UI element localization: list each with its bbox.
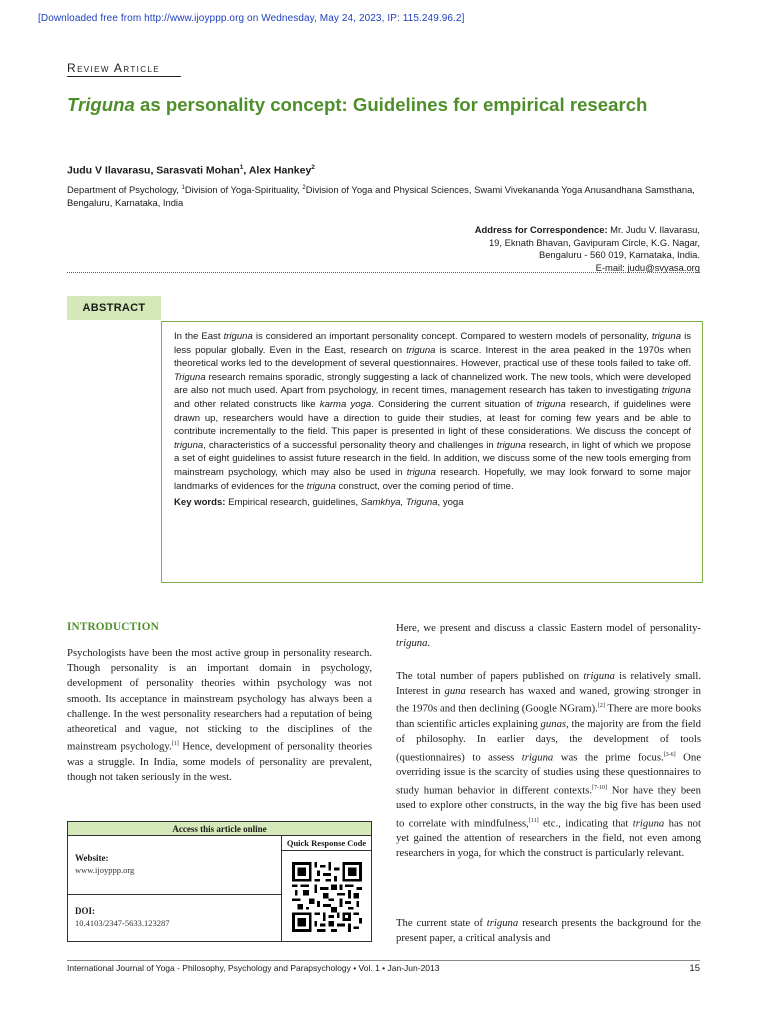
title-italic: Triguna (67, 94, 135, 115)
affiliation-sup: 1 (181, 185, 185, 191)
doi-label: DOI: (75, 906, 95, 916)
author-name: Sarasvati Mohan (156, 164, 240, 177)
affiliation-main: Department of Psychology, (67, 184, 182, 196)
article-type-underline (67, 76, 181, 77)
keywords-end: , yoga (437, 497, 464, 509)
introduction-paragraph: Psychologists have been the most active group in personality research. Though personality is an important domain in psychology, development of personality theories within psychology was not smooth. Its acceptance in mainstream psychology has always been a challenge. In the west personality researchers had a reputation of being atheoretical and vague, not sticking to the disciplines of the mainstream psychology.[1] Hence, development of personality theories was a struggle. In India, some models of personality are prevalent, though not taken seriously in the west. (67, 647, 372, 784)
header-divider (67, 272, 700, 273)
correspondence-line: 19, Eknath Bhavan, Gavipuram Circle, K.G. Nagar, (488, 236, 700, 248)
correspondence-line: Bengaluru - 560 019, Karnataka, India. (538, 249, 700, 261)
affiliation (67, 182, 707, 210)
author-sup: 2 (311, 164, 315, 171)
website-link[interactable]: www.ijoyppp.org (75, 865, 135, 875)
intro-right-paragraph-3: The current state of triguna research presents the background for the present paper, a critical analysis and (396, 917, 701, 945)
keywords (174, 497, 691, 508)
introduction-heading: INTRODUCTION (67, 621, 159, 633)
author-name: Alex Hankey (248, 164, 312, 177)
access-box-divider (68, 894, 281, 895)
intro-right-paragraph-1: Here, we present and discuss a classic Eastern model of personality-triguna. (396, 622, 701, 650)
abstract-heading: ABSTRACT (67, 296, 161, 320)
access-box-divider (281, 836, 282, 941)
correspondence-line: Mr. Judu V. Ilavarasu, (607, 224, 700, 235)
footer-divider (67, 960, 700, 961)
affiliation-division: Division of Yoga and Physical Sciences, Swami Vivekananda Yoga Anusandhana Samsthana, Bengaluru, Karnataka, India (67, 184, 695, 208)
correspondence-label: Address for Correspondence: (474, 224, 608, 235)
title-rest: as personality concept: Guidelines for empirical research (134, 94, 648, 115)
page-number: 15 (689, 963, 700, 974)
author-name: Judu V Ilavarasu (67, 164, 151, 177)
keywords-italic: Samkhya, Triguna (360, 497, 438, 509)
author-list: Judu V Ilavarasu, Sarasvati Mohan$^1$, Alex Hankey$^2$ (67, 164, 315, 177)
footer-journal-info: International Journal of Yoga - Philosophy, Psychology and Parapsychology • Vol. 1 • Jan-Jun-2013 (67, 963, 440, 973)
download-note: [Downloaded free from http://www.ijoyppp.org on Wednesday, May 24, 2023, IP: 115.249.96.2] (38, 13, 465, 24)
abstract-text: In the East triguna is considered an important personality concept. Compared to western models of personality, triguna is less popular globally. Even in the East, research on triguna is scarce. Interest in the area peaked in the 1970s when theoretical works led to the development of several questionnaires. However, practical use of these tools failed to take off. Triguna research remains sporadic, strongly suggesting a lack of channelized work. The new tools, which were developed are also not much used. Apart from psychology, in recent times, management research has taken to investigating triguna and other related constructs like karma yoga. Considering the current situation of triguna research, if guidelines were drawn up, researchers would have a direction to guide their studies, at least for coming few years and be able to contribute incrementally to the field. This paper is presented in light of these considerations. We discuss the concept of triguna, characteristics of a successful personality theory and challenges in triguna research, in light of which we propose a set of eight guidelines to assist future research in the field. In addition, we discuss some of the new tools emerging from mainstream psychology, which may also be used in triguna research. Hopefully, we may look forward to some major landmarks of evidences for the triguna construct, over the coming period of time. (174, 331, 691, 492)
correspondence-address (280, 224, 700, 274)
affiliation-division: Division of Yoga-Spirituality, (184, 184, 303, 196)
qr-code-label: Quick Response Code (282, 836, 371, 851)
author-sup: 1 (239, 164, 244, 171)
access-article-box (67, 821, 372, 942)
website-label: Website: (75, 853, 109, 863)
article-type: Review Article (67, 61, 161, 75)
intro-right-paragraph-2: The total number of papers published on triguna is relatively small. Interest in guna research has waxed and waned, growing stronger in the 1970s and then declining (Google NGram).[2] There are more books than scientific articles explaining gunas, the majority are from the field of philosophy. In earlier days, the development of tools (questionnaires) to assess triguna was the prime focus.[3-6] One overriding issue is the scarcity of studies using these questionnaires to study human behavior in different contexts.[7-10] Nor have they been used to explore other constructs, in the way the big five has been used to correlate with mindfulness,[11] etc., indicating that triguna has not yet gained the attention of researchers in the field, not even among researchers in yoga, for which the construct is particularly relevant. (396, 670, 702, 860)
affiliation-sup: 2 (302, 185, 306, 191)
keywords-plain: Empirical research, guidelines, (225, 497, 361, 509)
paper-title (67, 93, 667, 117)
qr-code-icon[interactable] (292, 860, 362, 934)
correspondence-email[interactable]: E-mail: judu@svyasa.org (595, 261, 700, 273)
doi-value[interactable]: 10.4103/2347-5633.123287 (75, 918, 170, 928)
keywords-label: Key words: (174, 497, 226, 509)
abstract-box (161, 321, 703, 583)
access-box-header: Access this article online (68, 822, 371, 836)
